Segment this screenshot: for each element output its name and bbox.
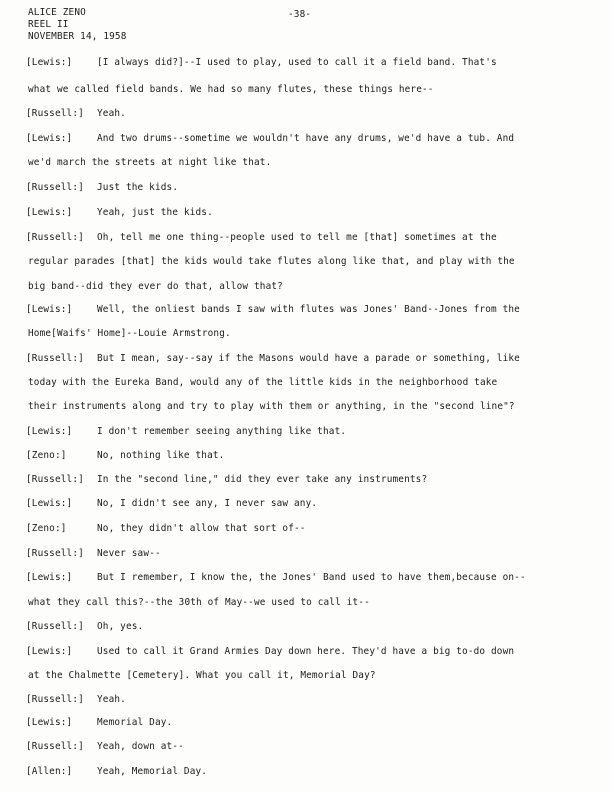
- line-text: we'd march the streets at night like that.: [28, 157, 272, 168]
- transcript-continuation: [28, 157, 271, 168]
- line-text: regular parades [that] the kids would take flutes along like that, and play with the: [28, 256, 515, 267]
- transcript-continuation: [28, 84, 434, 95]
- line-text: Yeah, down at--: [97, 741, 184, 752]
- line-text: Just the kids.: [97, 182, 179, 193]
- speaker-label: [Lewis:]: [26, 133, 73, 144]
- line-text: But I mean, say--say if the Masons would have a parade or something, like: [97, 353, 520, 364]
- transcript-line: [26, 232, 497, 243]
- speaker-label: [Zeno:]: [26, 450, 67, 461]
- line-text: what they call this?--the 30th of May--we used to call it--: [28, 597, 370, 608]
- speaker-label: [Russell:]: [26, 741, 84, 752]
- line-text: Oh, yes.: [97, 621, 144, 632]
- line-text: Yeah, Memorial Day.: [97, 766, 208, 777]
- line-text: today with the Eureka Band, would any of the little kids in the neighborhood take: [28, 377, 498, 388]
- transcript-line: [26, 108, 126, 119]
- transcript-continuation: [28, 256, 515, 267]
- transcript-line: [26, 133, 514, 144]
- header-name: ALICE ZENO: [28, 7, 86, 18]
- line-text: Yeah, just the kids.: [97, 207, 213, 218]
- transcript-line: [26, 353, 520, 364]
- transcript-line: [26, 523, 306, 534]
- speaker-label: [Russell:]: [26, 621, 84, 632]
- line-text: Well, the onliest bands I saw with flutes was Jones' Band--Jones from the: [97, 304, 520, 315]
- speaker-label: [Russell:]: [26, 353, 84, 364]
- speaker-label: [Russell:]: [26, 474, 84, 485]
- line-text: their instruments along and try to play with them or anything, in the "second line"?: [28, 401, 515, 412]
- speaker-label: [Lewis:]: [26, 304, 73, 315]
- speaker-label: [Russell:]: [26, 182, 84, 193]
- transcript-line: [26, 717, 172, 728]
- line-text: And two drums--sometime we wouldn't have any drums, we'd have a tub. And: [97, 133, 515, 144]
- line-text: at the Chalmette [Cemetery]. What you call it, Memorial Day?: [28, 670, 376, 681]
- line-text: Yeah.: [97, 108, 126, 119]
- line-text: No, I didn't see any, I never saw any.: [97, 498, 318, 509]
- transcript-line: [26, 207, 213, 218]
- line-text: what we called field bands. We had so many flutes, these things here--: [28, 84, 434, 95]
- page-number: -38-: [288, 9, 312, 20]
- speaker-label: [Russell:]: [26, 548, 84, 559]
- line-text: Memorial Day.: [97, 717, 173, 728]
- transcript-line: [26, 741, 184, 752]
- line-text: big band--did they ever do that, allow that?: [28, 281, 283, 292]
- speaker-label: [Lewis:]: [26, 57, 73, 68]
- line-text: I don't remember seeing anything like that.: [97, 426, 347, 437]
- line-text: But I remember, I know the, the Jones' Band used to have them,because on--: [97, 572, 526, 583]
- speaker-label: [Russell:]: [26, 108, 84, 119]
- speaker-label: [Russell:]: [26, 232, 84, 243]
- transcript-line: [26, 694, 126, 705]
- transcript-continuation: [28, 377, 497, 388]
- transcript-line: [26, 426, 346, 437]
- transcript-continuation: [28, 281, 283, 292]
- speaker-label: [Lewis:]: [26, 498, 73, 509]
- transcript-line: [26, 474, 427, 485]
- speaker-label: [Lewis:]: [26, 646, 73, 657]
- speaker-label: [Lewis:]: [26, 717, 73, 728]
- transcript-line: [26, 57, 497, 68]
- transcript-continuation: [28, 328, 231, 339]
- transcript-line: [26, 548, 161, 559]
- line-text: Home[Waifs' Home]--Louie Armstrong.: [28, 328, 231, 339]
- speaker-label: [Allen:]: [26, 766, 73, 777]
- speaker-label: [Zeno:]: [26, 523, 67, 534]
- transcript-line: [26, 572, 526, 583]
- line-text: Oh, tell me one thing--people used to tell me [that] sometimes at the: [97, 232, 497, 243]
- speaker-label: [Russell:]: [26, 694, 84, 705]
- line-text: Yeah.: [97, 694, 126, 705]
- transcript-continuation: [28, 401, 515, 412]
- transcript-continuation: [28, 670, 376, 681]
- transcript-line: [26, 766, 207, 777]
- header-date: NOVEMBER 14, 1958: [28, 31, 127, 42]
- line-text: Used to call it Grand Armies Day down here. They'd have a big to-do down: [97, 646, 515, 657]
- speaker-label: [Lewis:]: [26, 572, 73, 583]
- line-text: No, nothing like that.: [97, 450, 225, 461]
- transcript-line: [26, 498, 317, 509]
- transcript-line: [26, 182, 178, 193]
- line-text: No, they didn't allow that sort of--: [97, 523, 306, 534]
- transcript-line: [26, 450, 224, 461]
- header-reel: REEL II: [28, 19, 69, 30]
- transcript-line: [26, 304, 520, 315]
- line-text: [I always did?]--I used to play, used to call it a field band. That's: [97, 57, 497, 68]
- transcript-line: [26, 646, 514, 657]
- speaker-label: [Lewis:]: [26, 426, 73, 437]
- transcript-line: [26, 621, 143, 632]
- line-text: In the "second line," did they ever take any instruments?: [97, 474, 428, 485]
- transcript-continuation: [28, 597, 370, 608]
- speaker-label: [Lewis:]: [26, 207, 73, 218]
- line-text: Never saw--: [97, 548, 161, 559]
